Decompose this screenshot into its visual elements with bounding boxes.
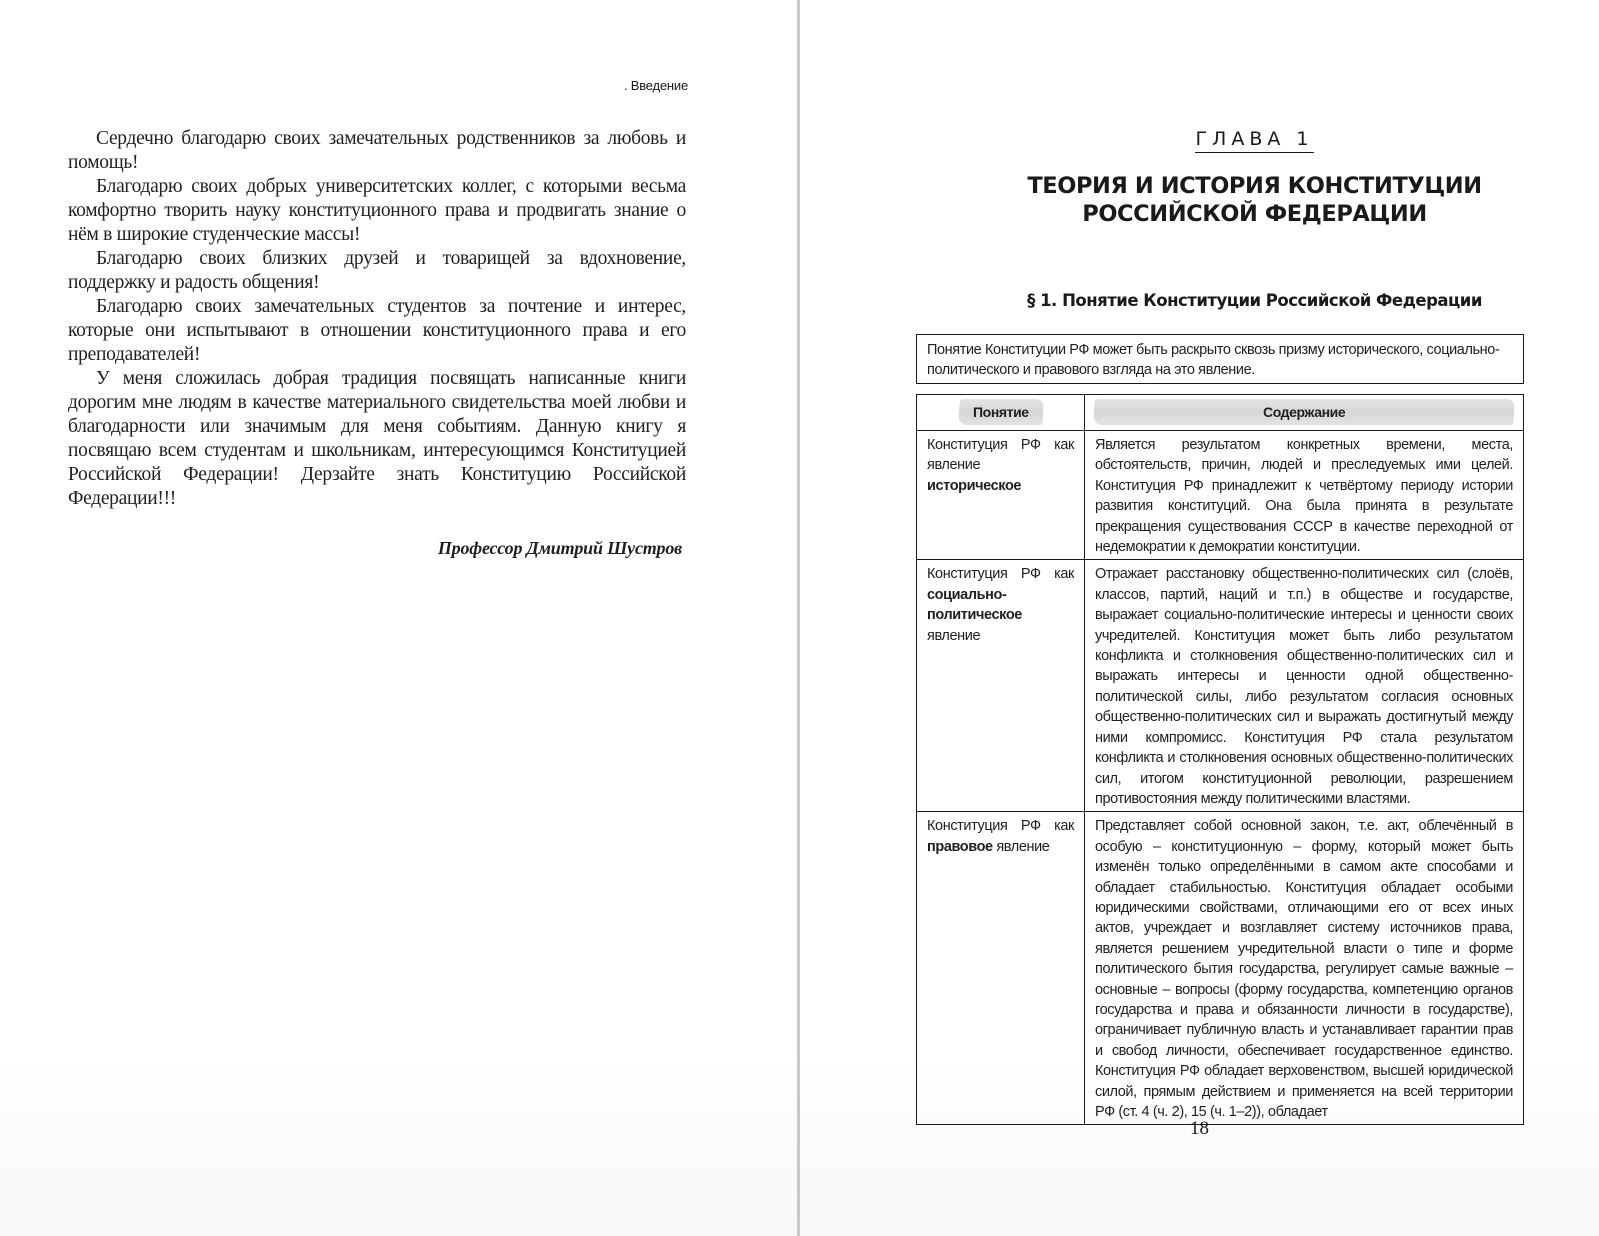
chapter-title-line: ТЕОРИЯ И ИСТОРИЯ КОНСТИТУЦИИ [1027,173,1482,199]
chapter-title-line: РОССИЙСКОЙ ФЕДЕРАЦИИ [1082,201,1427,227]
paragraph: Благодарю своих близких друзей и товарищей за вдохновение, поддержку и радость общения! [68,248,686,293]
author-signature: Профессор Дмитрий Шустров [437,538,682,558]
paragraph: Благодарю своих добрых университетских коллег, с которыми весьма комфортно творить науку конституционного права и продвигать знание о нём в широкие студенческие массы! [68,176,686,245]
concept-cell: Конституция РФ как социально-политическое явление [917,560,1085,812]
table-row [917,431,1524,560]
table-row [917,560,1524,812]
paragraph: Благодарю своих замечательных студентов за почтение и интерес, которые они испытывают в отношении конституционного права и его преподавателей! [68,296,686,365]
chapter-title [910,172,1599,228]
concept-cell: Конституция РФ как явление историческое [917,431,1085,560]
column-header-concept [917,395,1085,431]
right-page [800,0,1599,1236]
page-number: 18 [1190,1118,1209,1139]
section-title: § 1. Понятие Конституции Российской Федерации [1027,291,1482,310]
acknowledgements-text [68,127,686,511]
paragraph: Сердечно благодарю своих замечательных родственников за любовь и помощь! [68,128,686,173]
intro-box: Понятие Конституции РФ может быть раскрыто сквозь призму исторического, социально-политического и правового взгляда на это явление. [916,334,1524,384]
table-row [917,812,1524,1125]
content-cell: Представляет собой основной закон, т.е. акт, облечённый в особую – конституционную – форму, который может быть изменён только определёнными в самом акте способами и обладает стабильностью. Конституция обладает особыми юридическими свойствами, отличающими его от всех иных актов, учреждает и возглавляет систему источников права, является решением учредительной власти о типе и форме политического бытия государства, регулирует самые важные – основные – вопросы (форму государства, компетенцию органов государства и права и обязанности личности в государстве), ограничивает публичную власть и устанавливает гарантии прав и свобод личности, обеспечивает государственное единство. Конституция РФ обладает верховенством, высшей юридической силой, прямым действием и применяется на всей территории РФ (ст. 4 (ч. 2), 15 (ч. 1–2)), обладает [1085,812,1524,1125]
content-cell: Является результатом конкретных времени, места, обстоятельств, причин, людей и преследуемых ими целей. Конституция РФ принадлежит к четвёртому периоду истории развития конституций. Она была принята в результате прекращения существования СССР в качестве переходной от недемократии к демократии конституции. [1085,431,1524,560]
concept-cell: Конституция РФ как правовое явление [917,812,1085,1125]
chapter-label-wrap [800,128,1599,153]
brush-highlight: Понятие [958,399,1044,425]
concept-table [916,394,1524,1125]
column-header-content [1085,395,1524,431]
running-head: . Введение [623,78,688,93]
brush-highlight: Содержание [1093,399,1515,425]
content-cell: Отражает расстановку общественно-политических сил (слоёв, классов, партий, наций и т.п.) в обществе и государстве, выражает социально-политические интересы и ценности своих учредителей. Конституция может быть либо результатом конфликта и столкновения общественно-политических сил и выражать интересы и ценности одной общественно-политической силы, либо результатом согласия основных общественно-политических сил и выражать достигнутый между ними компромисс. Конституция РФ стала результатом конфликта и столкновения основных общественно-политических сил, итогом конституционной революции, разрешением противостояния между политическими властями. [1085,560,1524,812]
chapter-label: ГЛАВА 1 [1195,128,1313,153]
paragraph: У меня сложилась добрая традиция посвящать написанные книги дорогим мне людям в качестве материального свидетельства моей любви и благодарности или значимым для меня событиям. Данную книгу я посвящаю всем студентам и школьникам, интересующимся Конституцией Российской Федерации! Дерзайте знать Конституцию Российской Федерации!!! [68,368,686,509]
table-header-row [917,395,1524,431]
page-number-wrap [800,1118,1599,1140]
